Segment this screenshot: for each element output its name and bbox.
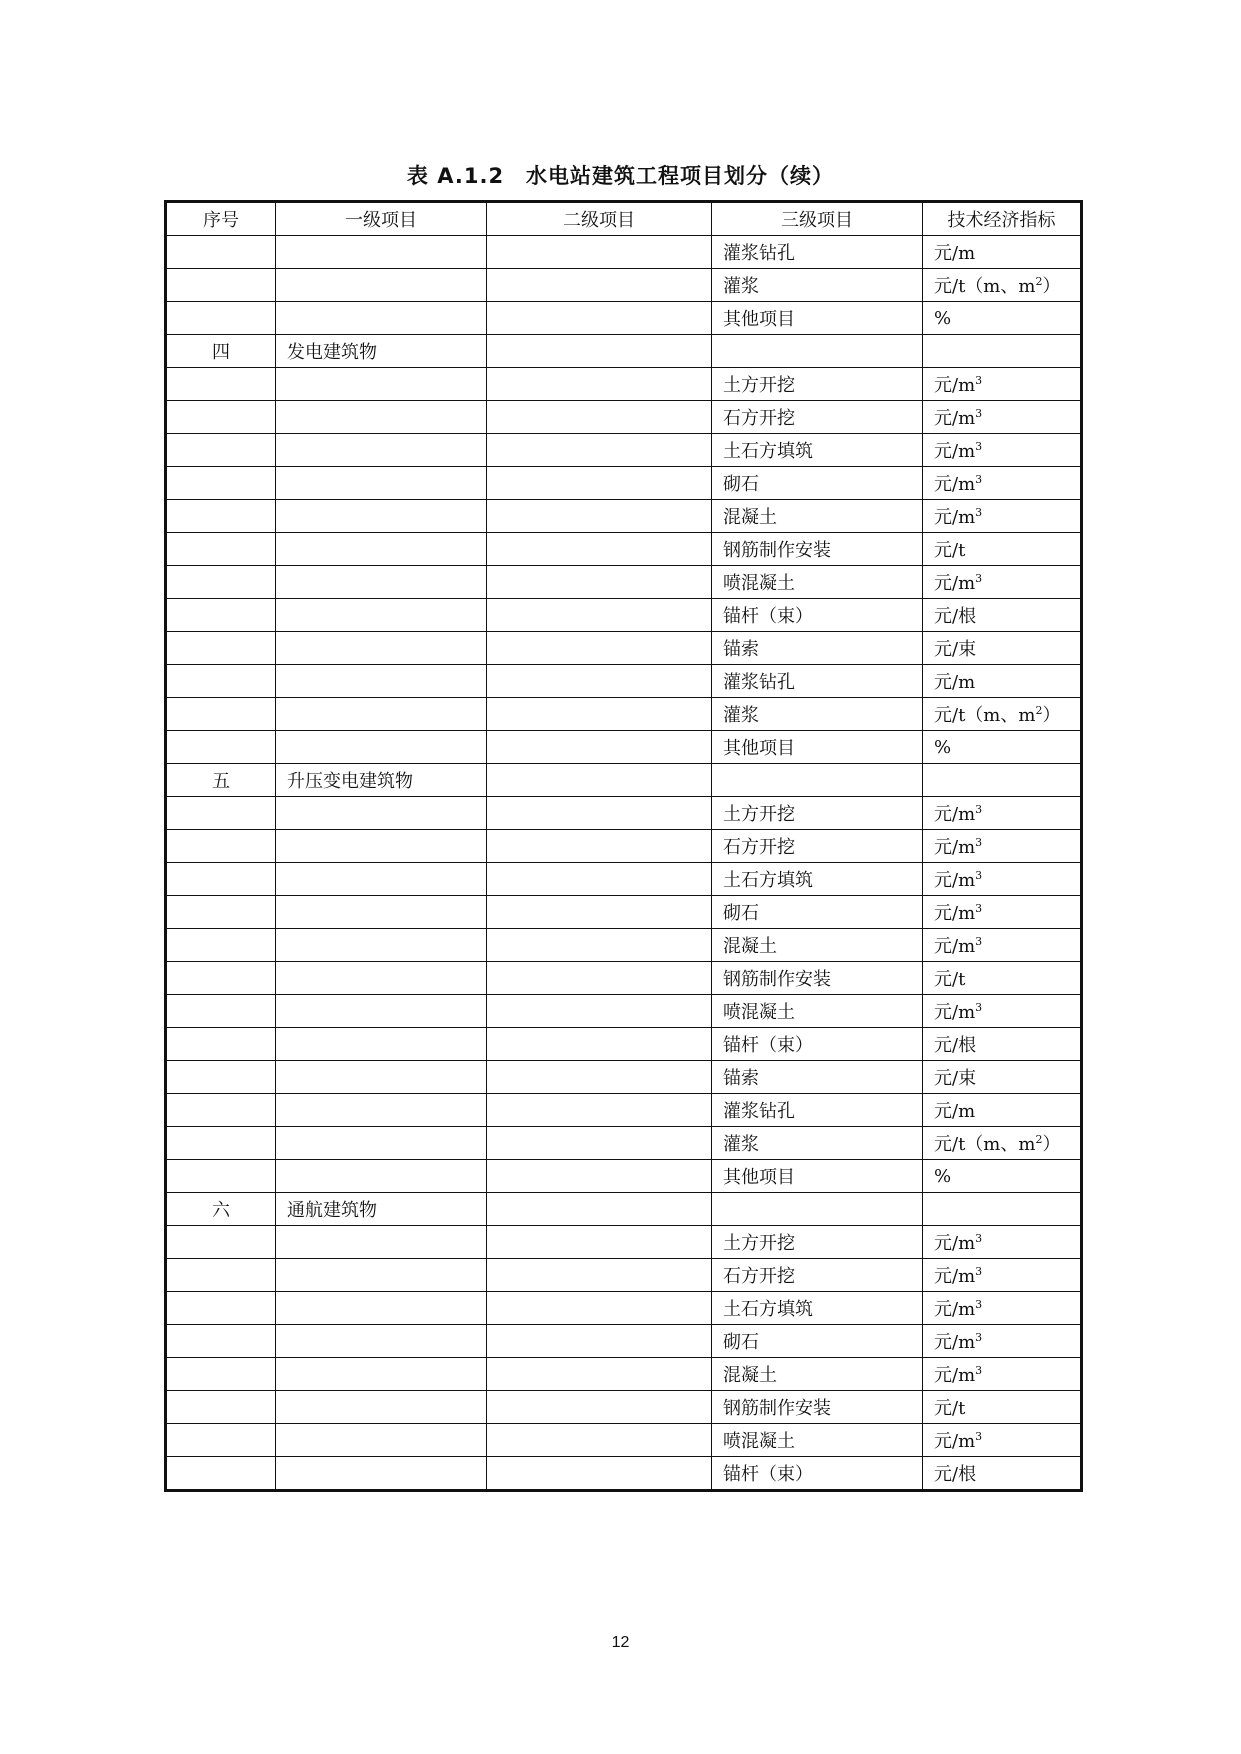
index-exponent: 3 xyxy=(975,935,983,948)
page-number: 12 xyxy=(611,1634,630,1651)
table-row xyxy=(166,1127,1082,1160)
cell-level1 xyxy=(276,401,487,434)
cell-level2 xyxy=(487,1193,712,1226)
cell-level1 xyxy=(276,566,487,599)
cell-level3: 锚杆（束） xyxy=(712,599,923,632)
cell-index xyxy=(923,566,1082,599)
cell-level2 xyxy=(487,236,712,269)
table-row xyxy=(166,500,1082,533)
table-row xyxy=(166,434,1082,467)
cell-level3: 喷混凝土 xyxy=(712,995,923,1028)
cell-level1 xyxy=(276,1160,487,1193)
index-unit: 元/m xyxy=(934,507,976,528)
cell-level1 xyxy=(276,1424,487,1457)
index-exponent: 2 xyxy=(1035,1133,1043,1146)
cell-index xyxy=(923,698,1082,731)
cell-level3: 其他项目 xyxy=(712,1160,923,1193)
cell-level2 xyxy=(487,566,712,599)
cell-level1 xyxy=(276,1028,487,1061)
cell-index xyxy=(923,863,1082,896)
cell-index xyxy=(923,368,1082,401)
cell-serial xyxy=(166,698,276,731)
cell-serial xyxy=(166,797,276,830)
cell-level2 xyxy=(487,599,712,632)
index-unit: 元/m xyxy=(934,837,976,858)
cell-level1 xyxy=(276,533,487,566)
table-row xyxy=(166,599,1082,632)
index-unit: 元/m xyxy=(934,1299,976,1320)
header-serial: 序号 xyxy=(166,202,276,236)
cell-level2 xyxy=(487,632,712,665)
cell-serial xyxy=(166,434,276,467)
index-suffix: ） xyxy=(1042,276,1061,297)
index-unit: 元/m xyxy=(934,243,976,264)
cell-level2 xyxy=(487,467,712,500)
table-row xyxy=(166,632,1082,665)
header-level1: 一级项目 xyxy=(276,202,487,236)
cell-index xyxy=(923,269,1082,302)
table-row xyxy=(166,665,1082,698)
cell-serial xyxy=(166,665,276,698)
cell-index xyxy=(923,401,1082,434)
cell-level2 xyxy=(487,1457,712,1491)
table-row xyxy=(166,1358,1082,1391)
cell-serial xyxy=(166,401,276,434)
cell-level1 xyxy=(276,896,487,929)
cell-index xyxy=(923,434,1082,467)
cell-level1 xyxy=(276,1259,487,1292)
cell-level1: 升压变电建筑物 xyxy=(276,764,487,797)
project-division-table xyxy=(164,200,1083,1492)
table-row xyxy=(166,269,1082,302)
cell-level3 xyxy=(712,764,923,797)
cell-level3: 土石方填筑 xyxy=(712,863,923,896)
cell-serial xyxy=(166,863,276,896)
cell-level2 xyxy=(487,929,712,962)
cell-level1 xyxy=(276,1127,487,1160)
cell-level1 xyxy=(276,1391,487,1424)
index-exponent: 3 xyxy=(975,440,983,453)
cell-serial: 五 xyxy=(166,764,276,797)
index-unit: 元/m xyxy=(934,1365,976,1386)
cell-level2 xyxy=(487,1358,712,1391)
cell-index xyxy=(923,500,1082,533)
index-exponent: 3 xyxy=(975,803,983,816)
header-level2: 二级项目 xyxy=(487,202,712,236)
cell-index xyxy=(923,962,1082,995)
cell-index xyxy=(923,1391,1082,1424)
index-unit: 元/t xyxy=(934,1398,966,1419)
cell-level1 xyxy=(276,995,487,1028)
cell-serial: 四 xyxy=(166,335,276,368)
cell-serial xyxy=(166,500,276,533)
cell-serial xyxy=(166,1061,276,1094)
cell-level3 xyxy=(712,335,923,368)
table-row xyxy=(166,236,1082,269)
cell-index xyxy=(923,896,1082,929)
index-exponent: 3 xyxy=(975,1430,983,1443)
index-unit: 元/t（m、m xyxy=(934,1134,1036,1155)
cell-index xyxy=(923,1325,1082,1358)
index-unit: 元/m xyxy=(934,1002,976,1023)
cell-level3: 砌石 xyxy=(712,467,923,500)
cell-level3: 灌浆 xyxy=(712,698,923,731)
cell-level2 xyxy=(487,863,712,896)
table-row xyxy=(166,566,1082,599)
index-unit: 元/m xyxy=(934,474,976,495)
cell-index xyxy=(923,236,1082,269)
cell-level3: 混凝土 xyxy=(712,929,923,962)
table-row xyxy=(166,830,1082,863)
cell-serial xyxy=(166,269,276,302)
index-exponent: 2 xyxy=(1035,275,1043,288)
cell-level3: 石方开挖 xyxy=(712,1259,923,1292)
cell-level3: 喷混凝土 xyxy=(712,566,923,599)
cell-level2 xyxy=(487,1292,712,1325)
table-row xyxy=(166,1094,1082,1127)
index-exponent: 3 xyxy=(975,836,983,849)
index-unit: 元/t xyxy=(934,969,966,990)
cell-level2 xyxy=(487,500,712,533)
cell-level1 xyxy=(276,632,487,665)
cell-index xyxy=(923,995,1082,1028)
cell-serial xyxy=(166,302,276,335)
index-exponent: 3 xyxy=(975,407,983,420)
cell-level3: 灌浆钻孔 xyxy=(712,236,923,269)
cell-level1 xyxy=(276,1061,487,1094)
cell-index xyxy=(923,731,1082,764)
cell-index xyxy=(923,467,1082,500)
table-row xyxy=(166,1292,1082,1325)
table-row xyxy=(166,335,1082,368)
cell-serial xyxy=(166,1292,276,1325)
index-suffix: ） xyxy=(1042,1134,1061,1155)
index-exponent: 3 xyxy=(975,1364,983,1377)
cell-level3: 灌浆 xyxy=(712,269,923,302)
table-header xyxy=(166,202,1082,236)
cell-index xyxy=(923,1127,1082,1160)
cell-level3: 其他项目 xyxy=(712,731,923,764)
cell-level3: 灌浆钻孔 xyxy=(712,1094,923,1127)
cell-level1 xyxy=(276,368,487,401)
cell-level3: 土方开挖 xyxy=(712,368,923,401)
table-row xyxy=(166,1457,1082,1491)
index-unit: 元/m xyxy=(934,1101,976,1122)
index-unit: 元/m xyxy=(934,1233,976,1254)
cell-serial xyxy=(166,896,276,929)
index-suffix: ） xyxy=(1042,705,1061,726)
cell-level2 xyxy=(487,896,712,929)
cell-index xyxy=(923,1424,1082,1457)
header-index: 技术经济指标 xyxy=(923,202,1082,236)
table-row xyxy=(166,929,1082,962)
cell-level2 xyxy=(487,1061,712,1094)
index-unit: 元/m xyxy=(934,441,976,462)
cell-serial xyxy=(166,1160,276,1193)
index-exponent: 3 xyxy=(975,1232,983,1245)
table-row xyxy=(166,698,1082,731)
cell-level1 xyxy=(276,599,487,632)
index-unit: 元/m xyxy=(934,1332,976,1353)
cell-index xyxy=(923,764,1082,797)
cell-index xyxy=(923,929,1082,962)
table-row xyxy=(166,302,1082,335)
cell-level3: 灌浆钻孔 xyxy=(712,665,923,698)
cell-serial xyxy=(166,236,276,269)
cell-index xyxy=(923,830,1082,863)
table-row xyxy=(166,995,1082,1028)
cell-index xyxy=(923,1457,1082,1491)
cell-serial xyxy=(166,368,276,401)
index-unit: 元/m xyxy=(934,408,976,429)
cell-level2 xyxy=(487,1424,712,1457)
cell-level3: 灌浆 xyxy=(712,1127,923,1160)
cell-level1 xyxy=(276,1358,487,1391)
table-title: 表 A.1.2 水电站建筑工程项目划分（续） xyxy=(406,164,835,188)
table-row xyxy=(166,1391,1082,1424)
cell-level1 xyxy=(276,302,487,335)
cell-index xyxy=(923,632,1082,665)
cell-level3: 土方开挖 xyxy=(712,797,923,830)
cell-level2 xyxy=(487,698,712,731)
cell-level3: 锚索 xyxy=(712,632,923,665)
cell-level2 xyxy=(487,302,712,335)
cell-level2 xyxy=(487,401,712,434)
index-unit: 元/束 xyxy=(934,639,977,660)
cell-level3: 其他项目 xyxy=(712,302,923,335)
index-unit: 元/根 xyxy=(934,606,977,627)
cell-index xyxy=(923,1061,1082,1094)
cell-level2 xyxy=(487,335,712,368)
cell-level2 xyxy=(487,1259,712,1292)
index-unit: 元/m xyxy=(934,1266,976,1287)
index-exponent: 3 xyxy=(975,1001,983,1014)
cell-level2 xyxy=(487,1391,712,1424)
index-unit: % xyxy=(934,1165,952,1187)
cell-level3: 钢筋制作安装 xyxy=(712,1391,923,1424)
cell-level2 xyxy=(487,764,712,797)
cell-level3: 砌石 xyxy=(712,896,923,929)
cell-level3 xyxy=(712,1193,923,1226)
table-row xyxy=(166,1193,1082,1226)
table-row xyxy=(166,962,1082,995)
cell-serial xyxy=(166,830,276,863)
cell-serial xyxy=(166,632,276,665)
cell-level1 xyxy=(276,1094,487,1127)
cell-index xyxy=(923,1028,1082,1061)
index-exponent: 3 xyxy=(975,869,983,882)
cell-level2 xyxy=(487,434,712,467)
table-row xyxy=(166,1226,1082,1259)
cell-level3: 钢筋制作安装 xyxy=(712,962,923,995)
index-unit: 元/m xyxy=(934,375,976,396)
cell-index xyxy=(923,302,1082,335)
cell-index xyxy=(923,1094,1082,1127)
cell-level1: 发电建筑物 xyxy=(276,335,487,368)
cell-index xyxy=(923,599,1082,632)
cell-serial xyxy=(166,1457,276,1491)
cell-level2 xyxy=(487,269,712,302)
table-body xyxy=(166,236,1082,1491)
cell-serial xyxy=(166,1028,276,1061)
cell-level2 xyxy=(487,1028,712,1061)
index-unit: 元/m xyxy=(934,573,976,594)
cell-level2 xyxy=(487,797,712,830)
table-row xyxy=(166,797,1082,830)
cell-index xyxy=(923,1358,1082,1391)
cell-level2 xyxy=(487,1226,712,1259)
cell-serial xyxy=(166,599,276,632)
index-unit: 元/m xyxy=(934,936,976,957)
cell-level2 xyxy=(487,1160,712,1193)
cell-level3: 石方开挖 xyxy=(712,401,923,434)
index-unit: 元/m xyxy=(934,1431,976,1452)
cell-serial xyxy=(166,1424,276,1457)
cell-level3: 锚索 xyxy=(712,1061,923,1094)
cell-level3: 土石方填筑 xyxy=(712,1292,923,1325)
cell-level1 xyxy=(276,797,487,830)
cell-serial xyxy=(166,1127,276,1160)
index-unit: 元/m xyxy=(934,870,976,891)
index-unit: % xyxy=(934,307,952,329)
cell-level2 xyxy=(487,533,712,566)
cell-serial xyxy=(166,1358,276,1391)
header-level3: 三级项目 xyxy=(712,202,923,236)
cell-level1 xyxy=(276,830,487,863)
table-row xyxy=(166,1424,1082,1457)
cell-level1 xyxy=(276,467,487,500)
index-unit: 元/t（m、m xyxy=(934,276,1036,297)
cell-index xyxy=(923,797,1082,830)
cell-level3: 砌石 xyxy=(712,1325,923,1358)
cell-level2 xyxy=(487,1094,712,1127)
cell-serial xyxy=(166,962,276,995)
cell-serial: 六 xyxy=(166,1193,276,1226)
cell-level2 xyxy=(487,368,712,401)
index-exponent: 3 xyxy=(975,506,983,519)
cell-level2 xyxy=(487,665,712,698)
cell-index xyxy=(923,1193,1082,1226)
cell-level1 xyxy=(276,698,487,731)
cell-serial xyxy=(166,467,276,500)
cell-level1 xyxy=(276,1457,487,1491)
table-row xyxy=(166,401,1082,434)
table-row xyxy=(166,368,1082,401)
cell-level1 xyxy=(276,665,487,698)
cell-level2 xyxy=(487,995,712,1028)
index-exponent: 3 xyxy=(975,1265,983,1278)
index-unit: 元/m xyxy=(934,903,976,924)
cell-level3: 土方开挖 xyxy=(712,1226,923,1259)
cell-level3: 土石方填筑 xyxy=(712,434,923,467)
cell-index xyxy=(923,665,1082,698)
cell-serial xyxy=(166,566,276,599)
table-row xyxy=(166,731,1082,764)
cell-index xyxy=(923,1226,1082,1259)
cell-serial xyxy=(166,1325,276,1358)
cell-serial xyxy=(166,731,276,764)
index-unit: 元/m xyxy=(934,804,976,825)
index-unit: % xyxy=(934,736,952,758)
cell-level1 xyxy=(276,863,487,896)
cell-level3: 锚杆（束） xyxy=(712,1457,923,1491)
cell-level3: 混凝土 xyxy=(712,1358,923,1391)
index-exponent: 3 xyxy=(975,374,983,387)
cell-level1 xyxy=(276,1325,487,1358)
cell-index xyxy=(923,1160,1082,1193)
cell-serial xyxy=(166,1391,276,1424)
cell-index xyxy=(923,1259,1082,1292)
cell-serial xyxy=(166,995,276,1028)
cell-level2 xyxy=(487,731,712,764)
header-row xyxy=(166,202,1082,236)
table-row xyxy=(166,764,1082,797)
index-unit: 元/根 xyxy=(934,1464,977,1485)
index-exponent: 3 xyxy=(975,473,983,486)
table-row xyxy=(166,1028,1082,1061)
index-unit: 元/t xyxy=(934,540,966,561)
cell-level1 xyxy=(276,962,487,995)
cell-serial xyxy=(166,929,276,962)
index-unit: 元/m xyxy=(934,672,976,693)
cell-level3: 钢筋制作安装 xyxy=(712,533,923,566)
table-row xyxy=(166,533,1082,566)
cell-serial xyxy=(166,1094,276,1127)
table-row xyxy=(166,1259,1082,1292)
cell-level1 xyxy=(276,236,487,269)
cell-level1 xyxy=(276,1226,487,1259)
index-unit: 元/束 xyxy=(934,1068,977,1089)
cell-index xyxy=(923,335,1082,368)
cell-level1 xyxy=(276,269,487,302)
cell-level1 xyxy=(276,1292,487,1325)
cell-level3: 混凝土 xyxy=(712,500,923,533)
cell-serial xyxy=(166,533,276,566)
cell-level1 xyxy=(276,929,487,962)
index-exponent: 3 xyxy=(975,1298,983,1311)
table-row xyxy=(166,896,1082,929)
table-row xyxy=(166,1061,1082,1094)
cell-level3: 石方开挖 xyxy=(712,830,923,863)
table-row xyxy=(166,1325,1082,1358)
cell-level1: 通航建筑物 xyxy=(276,1193,487,1226)
cell-level1 xyxy=(276,731,487,764)
cell-index xyxy=(923,1292,1082,1325)
index-exponent: 3 xyxy=(975,902,983,915)
cell-serial xyxy=(166,1226,276,1259)
cell-serial xyxy=(166,1259,276,1292)
index-exponent: 3 xyxy=(975,1331,983,1344)
cell-level3: 喷混凝土 xyxy=(712,1424,923,1457)
index-exponent: 2 xyxy=(1035,704,1043,717)
cell-level1 xyxy=(276,500,487,533)
cell-level2 xyxy=(487,830,712,863)
cell-level2 xyxy=(487,962,712,995)
table-row xyxy=(166,1160,1082,1193)
table-row xyxy=(166,467,1082,500)
cell-level3: 锚杆（束） xyxy=(712,1028,923,1061)
index-unit: 元/根 xyxy=(934,1035,977,1056)
index-exponent: 3 xyxy=(975,572,983,585)
cell-level1 xyxy=(276,434,487,467)
index-unit: 元/t（m、m xyxy=(934,705,1036,726)
cell-index xyxy=(923,533,1082,566)
cell-level2 xyxy=(487,1127,712,1160)
table-row xyxy=(166,863,1082,896)
cell-level2 xyxy=(487,1325,712,1358)
